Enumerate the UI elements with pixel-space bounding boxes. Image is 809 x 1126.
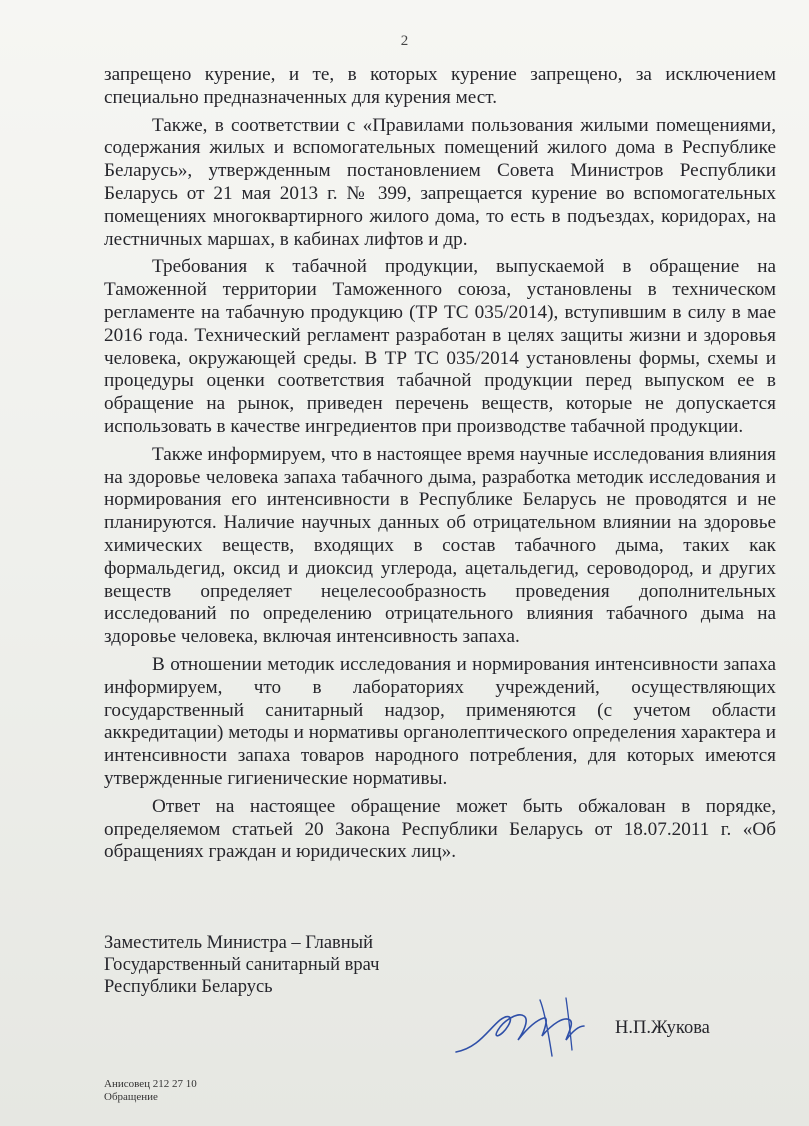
- page-number: 2: [400, 33, 409, 49]
- paragraph-housing-rules: Также, в соответствии с «Правилами пользования жилыми помещениями, содержания жилых и вспомогательных помещений жилого дома в Республике Беларусь», утвержденным постановлением Совета Министров Республики Беларусь от 21 мая 2013 г. № 399, запрещается курение во вспомогательных помещениях многоквартирного жилого дома, то есть в подъездах, коридорах, на лестничных маршах, в кабинах лифтов и др.: [104, 114, 776, 250]
- paragraph-research-info: Также информируем, что в настоящее время научные исследования влияния на здоровье человека запаха табачного дыма, разработка методик исследования и нормирования его интенсивности в Республике Беларусь не проводятся и не планируются. Наличие научных данных об отрицательном влиянии на здоровье химических веществ, входящих в состав табачного дыма, таких как формальдегид, оксид и диоксид углерода, ацетальдегид, сероводород, и других веществ определяет нецелесообразность проведения дополнительных исследований по определению отрицательного влияния табачного дыма на здоровье человека, включая интенсивность запаха.: [104, 443, 777, 648]
- paragraph-continuation: запрещено курение, и те, в которых курение запрещено, за исключением специально предназначенных для курения мест.: [104, 64, 776, 108]
- document-note: Обращение: [104, 1091, 158, 1103]
- position-line: Государственный санитарный врач: [104, 955, 380, 975]
- executor-line: Анисовец 212 27 10: [104, 1078, 197, 1090]
- signatory-position: [104, 932, 434, 998]
- handwritten-signature: [448, 990, 618, 1065]
- paragraph-appeal: Ответ на настоящее обращение может быть обжалован в порядке, определяемом статьей 20 Закона Республики Беларусь от 18.07.2011 г. «Об обращениях граждан и юридических лиц».: [104, 795, 776, 863]
- position-line: Республики Беларусь: [104, 977, 273, 997]
- letter-body: [104, 64, 776, 869]
- paragraph-methods: В отношении методик исследования и нормирования интенсивности запаха информируем, что в лабораториях учреждений, осуществляющих государственный санитарный надзор, применяются (с учетом области аккредитации) методы и нормативы органолептического определения характера и интенсивности запаха товаров народного потребления, для которых имеются утвержденные гигиенические нормативы.: [104, 653, 776, 789]
- signatory-name: Н.П.Жукова: [615, 1018, 710, 1038]
- position-line: Заместитель Министра – Главный: [104, 933, 373, 953]
- paragraph-technical-regulation: Требования к табачной продукции, выпускаемой в обращение на Таможенной территории Таможенного союза, установлены в техническом регламенте на табачную продукцию (ТР ТС 035/2014), вступившим в силу в мае 2016 года. Технический регламент разработан в целях защиты жизни и здоровья человека, окружающей среды. В ТР ТС 035/2014 установлены формы, схемы и процедуры оценки соответствия табачной продукции перед выпуском ее в обращение на рынок, приведен перечень веществ, которые не допускается использовать в качестве ингредиентов при производстве табачной продукции.: [104, 256, 776, 437]
- footer-executor: [104, 1078, 197, 1104]
